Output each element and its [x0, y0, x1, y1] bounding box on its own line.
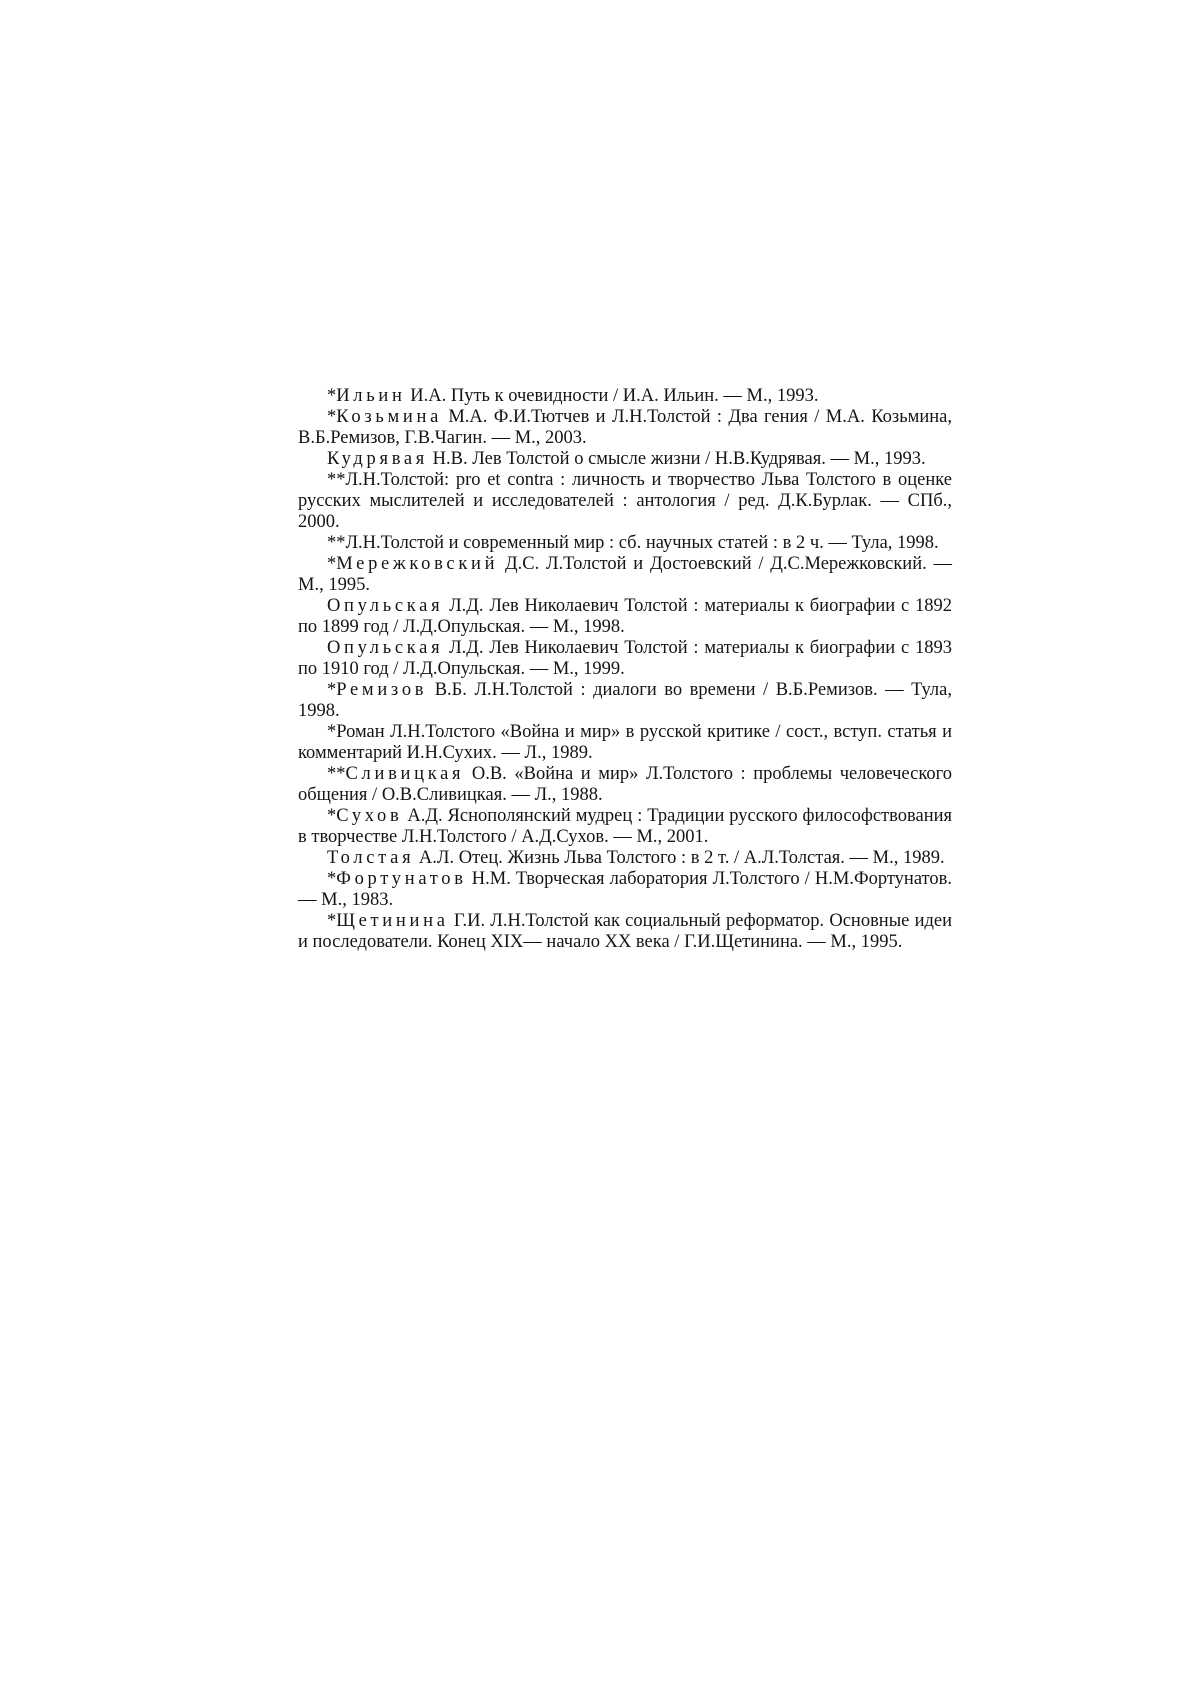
- bibliography-entry: [298, 848, 952, 869]
- entry-marker: **: [327, 533, 346, 553]
- bibliography-entry: [298, 806, 952, 848]
- entry-author: Щетинина: [336, 911, 449, 931]
- entry-author: Мережковский: [336, 554, 499, 574]
- entry-text: Л.Н.Толстой как социальный реформатор. Основные идеи и последователи. Конец XIX— начало XX века / Г.И.Щетинина. — М., 1995.: [298, 911, 953, 952]
- entry-marker: *: [327, 806, 337, 826]
- entry-text: Л.Н.Толстой : диалоги во времени / В.Б.Ремизов. — Тула, 1998.: [298, 680, 952, 721]
- bibliography-entry: [298, 470, 952, 533]
- entry-text: Путь к очевидности / И.А. Ильин. — М., 1993.: [446, 386, 819, 406]
- entry-marker: *: [327, 407, 337, 427]
- entry-marker: *: [327, 911, 337, 931]
- entry-initials: Г.И.: [448, 911, 486, 931]
- entry-text: Л.Н.Толстой и современный мир : сб. научных статей : в 2 ч. — Тула, 1998.: [345, 533, 939, 553]
- entry-author: Ремизов: [336, 680, 428, 700]
- entry-marker: **: [327, 470, 346, 490]
- entry-author: Козьмина: [336, 407, 442, 427]
- entry-author: Толстая: [327, 848, 415, 868]
- bibliography-entry: [298, 638, 952, 680]
- bibliography-entry: [298, 764, 952, 806]
- bibliography-entry: [298, 386, 952, 407]
- entry-text: Отец. Жизнь Льва Толстого : в 2 т. / А.Л.Толстая. — М., 1989.: [454, 848, 945, 868]
- entry-marker: *: [327, 722, 337, 742]
- entry-initials: Н.М.: [466, 869, 511, 889]
- entry-initials: О.В.: [464, 764, 507, 784]
- entry-text: «Война и мир» Л.Толстого : проблемы человеческого общения / О.В.Сливицкая. — Л., 1988.: [298, 764, 952, 805]
- entry-marker: *: [327, 680, 337, 700]
- entry-marker: **: [327, 764, 346, 784]
- entry-initials: В.Б.: [427, 680, 467, 700]
- entry-author: Опульская: [327, 638, 444, 658]
- bibliography-entry: [298, 680, 952, 722]
- entry-initials: А.Л.: [414, 848, 455, 868]
- bibliography-entry: [298, 596, 952, 638]
- entry-initials: Л.Д.: [443, 596, 484, 616]
- entry-initials: А.Д.: [402, 806, 443, 826]
- entry-author: Кудрявая: [327, 449, 429, 469]
- entry-author: Опульская: [327, 596, 444, 616]
- entry-text: Лев Николаевич Толстой : материалы к биографии с 1892 по 1899 год / Л.Д.Опульская. — М., 1998.: [298, 596, 952, 637]
- entry-author: Ильин: [336, 386, 406, 406]
- entry-initials: М.А.: [441, 407, 488, 427]
- entry-text: Роман Л.Н.Толстого «Война и мир» в русской критике / сост., вступ. статья и комментарий И.Н.Сухих. — Л., 1989.: [298, 722, 952, 763]
- entry-initials: И.А.: [405, 386, 447, 406]
- bibliography-entry: [298, 722, 952, 764]
- bibliography-entry: [298, 533, 952, 554]
- entry-text: Лев Толстой о смысле жизни / Н.В.Кудрявая. — М., 1993.: [467, 449, 926, 469]
- entry-text: Л.Толстой и Достоевский / Д.С.Мережковский. — М., 1995.: [298, 554, 952, 595]
- entry-text: Творческая лаборатория Л.Толстого / Н.М.Фортунатов. — М., 1983.: [298, 869, 952, 910]
- bibliography-entry: [298, 407, 952, 449]
- entry-text: Ф.И.Тютчев и Л.Н.Толстой : Два гения / М.А. Козьмина, В.Б.Ремизов, Г.В.Чагин. — М., 2003.: [298, 407, 952, 448]
- entry-author: Сухов: [336, 806, 403, 826]
- entry-initials: Д.С.: [498, 554, 540, 574]
- bibliography-list: [298, 386, 952, 953]
- entry-initials: Н.В.: [428, 449, 468, 469]
- entry-text: Яснополянский мудрец : Традиции русского философствования в творчестве Л.Н.Толстого / А.Д.Сухов. — М., 2001.: [298, 806, 953, 847]
- bibliography-entry: [298, 869, 952, 911]
- entry-author: Фортунатов: [336, 869, 467, 889]
- entry-text: Л.Н.Толстой: pro et contra : личность и творчество Льва Толстого в оценке русских мыслителей и исследователей : антология / ред. Д.К.Бурлак. — СПб., 2000.: [298, 470, 952, 532]
- bibliography-entry: [298, 449, 952, 470]
- entry-marker: *: [327, 869, 337, 889]
- entry-text: Лев Николаевич Толстой : материалы к биографии с 1893 по 1910 год / Л.Д.Опульская. — М., 1999.: [298, 638, 952, 679]
- entry-author: Сливицкая: [345, 764, 465, 784]
- entry-initials: Л.Д.: [443, 638, 484, 658]
- entry-marker: *: [327, 554, 337, 574]
- bibliography-entry: [298, 554, 952, 596]
- bibliography-entry: [298, 911, 952, 953]
- entry-marker: *: [327, 386, 337, 406]
